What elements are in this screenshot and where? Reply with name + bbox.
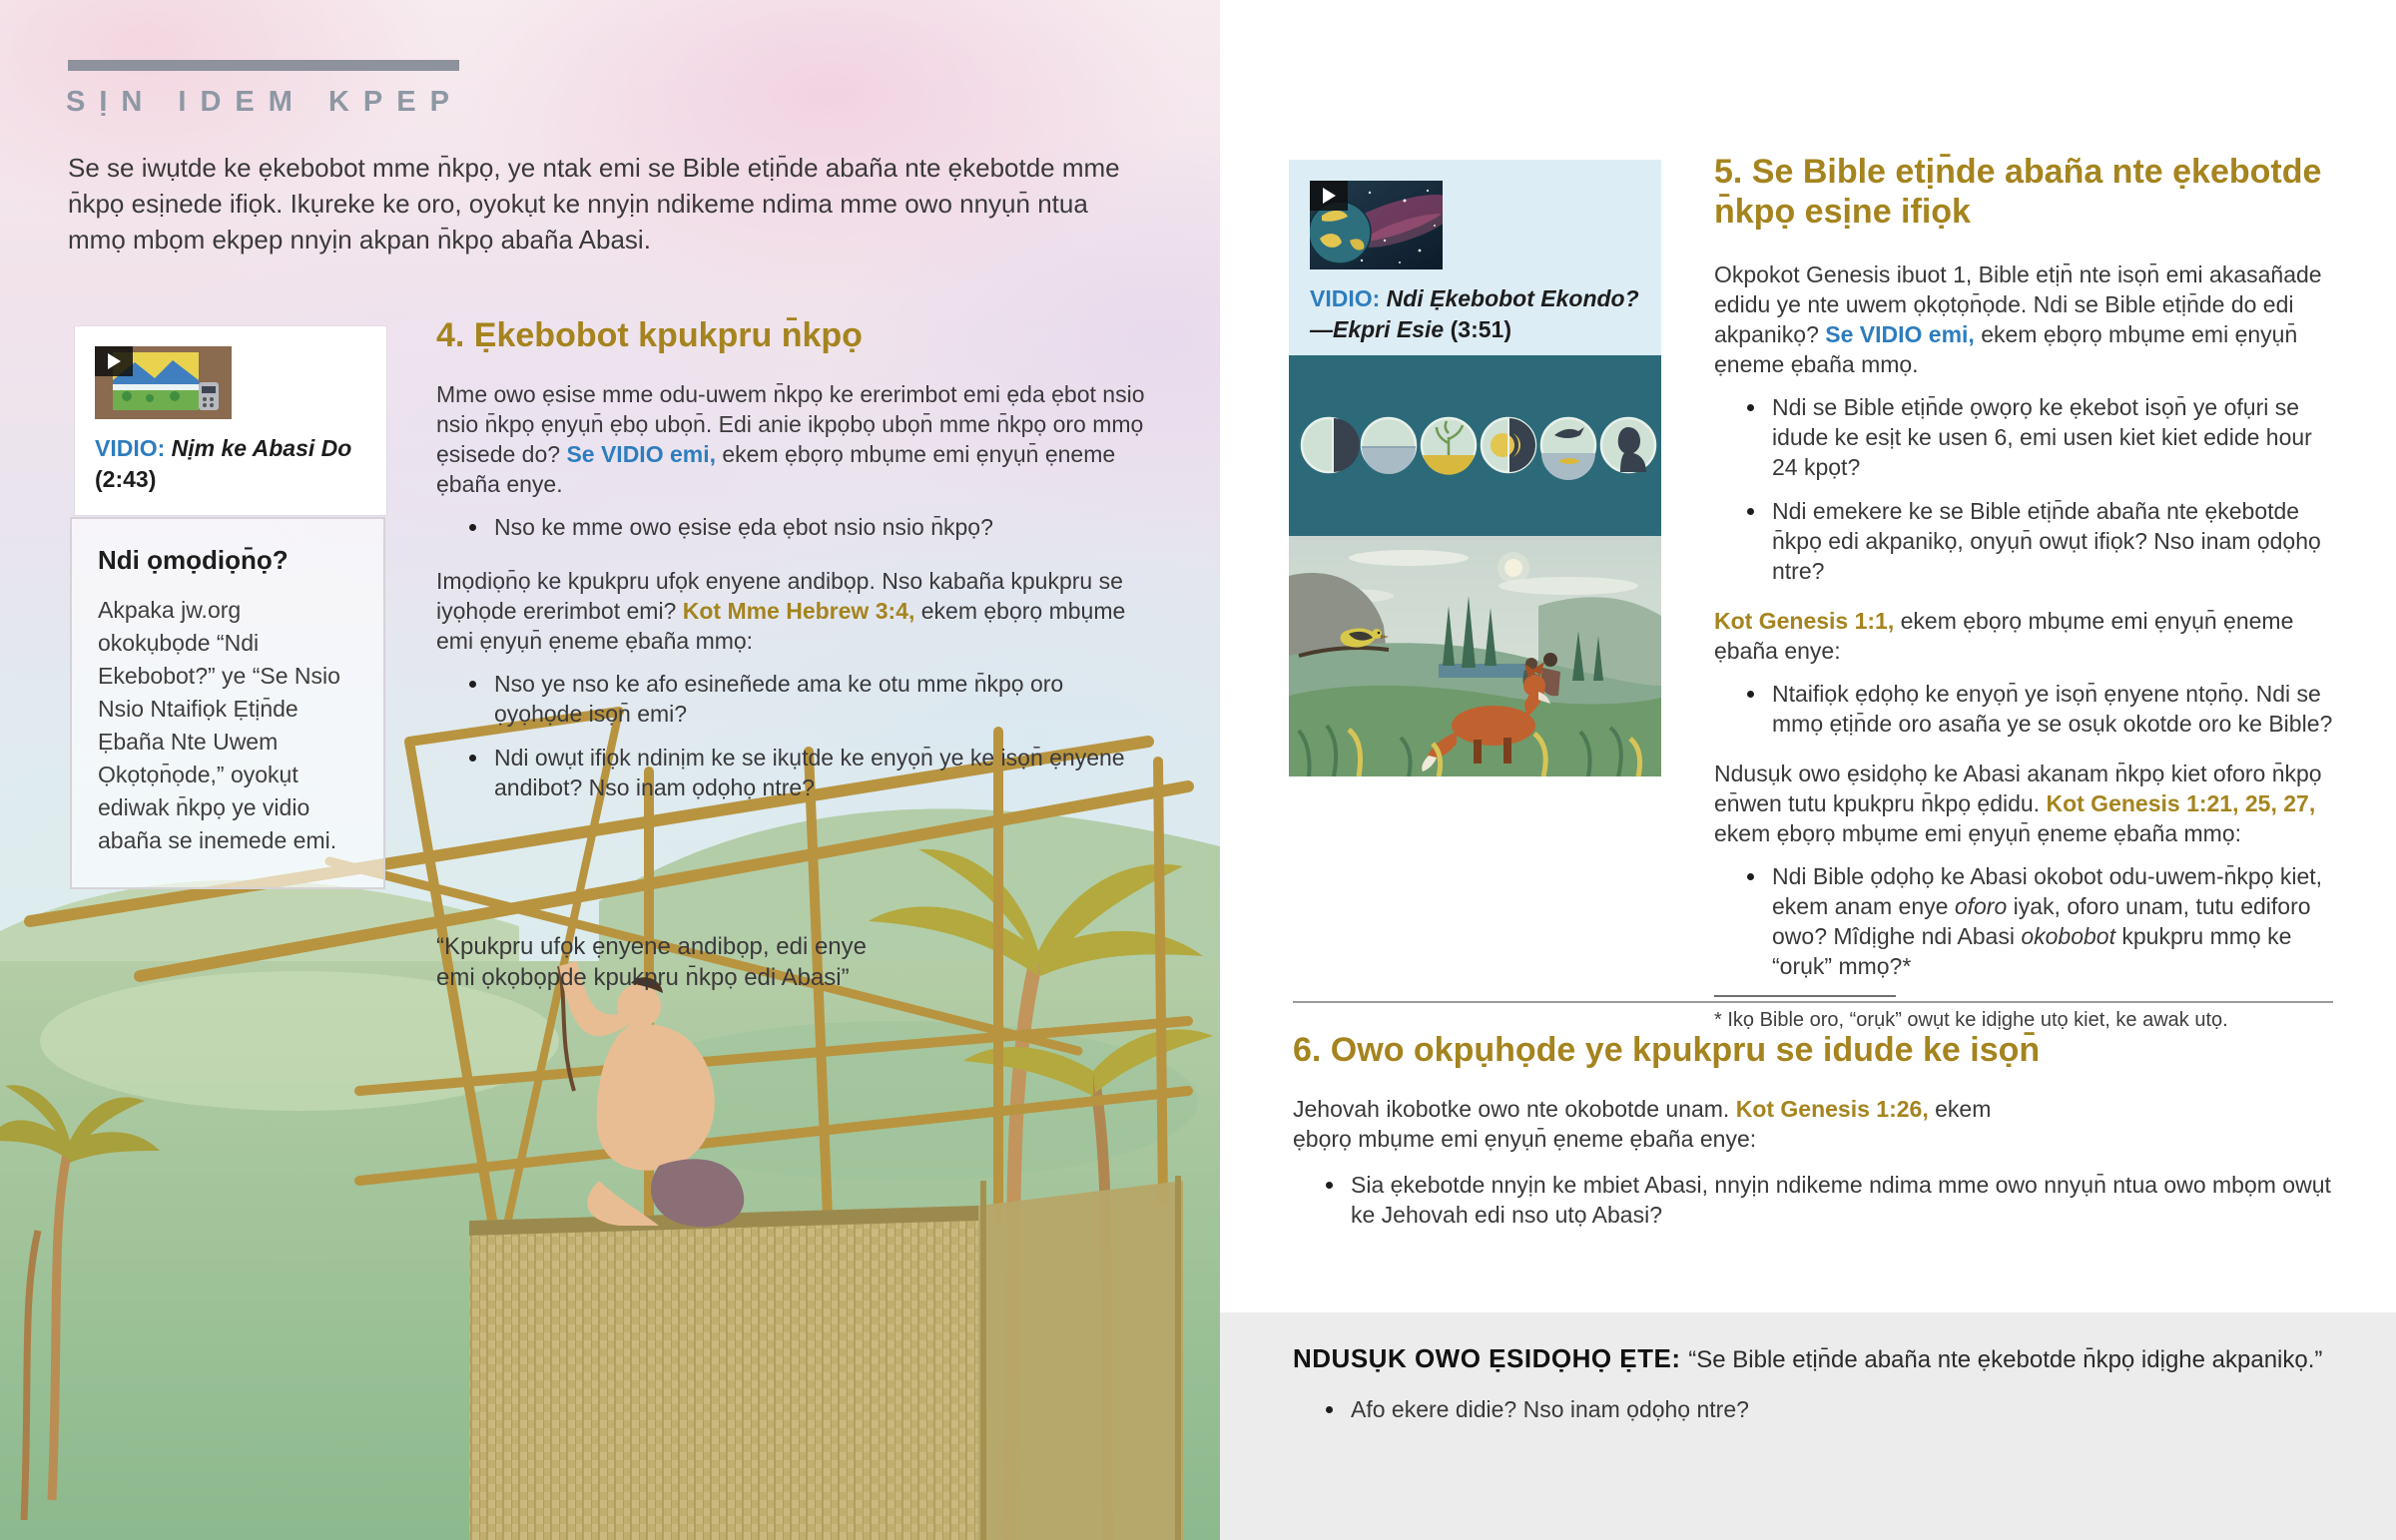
question-item bbox=[1768, 861, 2341, 981]
emphasis-text: okobobot bbox=[2021, 923, 2115, 949]
right-page bbox=[1220, 0, 2396, 1540]
section-4 bbox=[436, 315, 1147, 816]
question-item: • Nso ke mme owo ẹsise ẹda ẹbot nsio nsio n̄kpọ? bbox=[490, 512, 1147, 542]
question-item: • Ndi se Bible etịn̄de ọwọrọ ke ẹkebot isọn̄ ye ofụri se idude ke esịt ke usen 6, emi usen kiet kiet edide hour 24 kpọt? bbox=[1768, 392, 2341, 482]
section-4-questions-2 bbox=[436, 669, 1147, 802]
video-caption bbox=[1310, 283, 1640, 345]
question-text: kpukpru mmọ ke “orụk” mmọ?* bbox=[1772, 923, 2292, 979]
video-caption bbox=[95, 433, 366, 495]
summary-box bbox=[1220, 1312, 2396, 1540]
section-4-paragraph-2 bbox=[436, 566, 1147, 656]
scripture-link[interactable]: Kot Genesis 1:26, bbox=[1735, 1096, 1929, 1122]
question-text: Ndi Bible ọdọhọ ke Abasi okobot odu-uwem-n̄kpọ kiet, ekem anam enye bbox=[1772, 863, 2323, 919]
paragraph-text: Okpokot Genesis ibuot 1, Bible etịn̄ nte isọn̄ emi akasañade edidu ye nte uwem ọkọtọn̄ọde. Ndi se Bible etịn̄de do edi akpanikọ? bbox=[1714, 261, 2322, 347]
did-you-know-box bbox=[70, 517, 385, 889]
paragraph-text: ekem ẹbọrọ mbụme emi ẹnyụn̄ ẹneme ẹbaña enye: bbox=[1293, 1096, 1992, 1152]
paragraph-text: ekem ẹbọrọ mbụme emi ẹnyụn̄ ẹneme ẹbaña enye: bbox=[1714, 608, 2294, 664]
video-label: VIDIO: bbox=[1310, 285, 1381, 311]
paragraph-text: Mme owo ẹsise mme odu-uwem n̄kpọ ke ererimbot emi ẹda ẹbot nsio nsio n̄kpọ ẹnyụn̄ ẹbọ ubọn̄. Edi anie ikpọbọ ubọn̄ mme n̄kpọ oro mmọ ẹsisede do? bbox=[436, 381, 1145, 467]
video-link[interactable]: Se VIDIO emi, bbox=[1825, 321, 1975, 347]
play-icon[interactable] bbox=[95, 346, 133, 376]
know-box-body: Akpaka jw.org okokụbọde “Ndi Ekebobot?” ye “Se Nsio Nsio Ntaifiọk Ẹtịn̄de Ẹbaña Nte Uwem Ọkọtọn̄ọde,” oyokụt ediwak n̄kpọ ye vidio abaña se inemede emi. bbox=[98, 597, 340, 853]
section-6-questions bbox=[1293, 1170, 2339, 1230]
section-4-questions-1 bbox=[436, 512, 1147, 542]
section-5 bbox=[1714, 152, 2341, 1034]
question-item: • Afo ekere didie? Nso inam ọdọhọ ntre? bbox=[1347, 1394, 2356, 1424]
play-icon[interactable] bbox=[1310, 181, 1348, 211]
paragraph-text: Ndusụk owo ẹsidọhọ ke Abasi akanam n̄kpọ kiet oforo n̄kpọ en̄wen tutu kpukpru n̄kpọ ẹdidu. bbox=[1714, 761, 2322, 816]
pull-quote: “Kpukpru ufọk ẹnyene andibọp, edi enye emi ọkọbọpde kpukpru n̄kpọ edi Abasi” bbox=[436, 933, 867, 991]
section-4-heading: 4. Ẹkebobot kpukpru n̄kpọ bbox=[436, 316, 863, 354]
video-card-ndi-ekebobot-ekondo[interactable] bbox=[1289, 160, 1661, 369]
paragraph-text: Jehovah ikobotke owo nte okobotde unam. bbox=[1293, 1096, 1736, 1122]
question-item: • Ndi owụt ifiọk ndinịm ke se ikụtde ke enyọn̄ ye ke isọn̄ ẹnyene andibot? Nso inam ọdọhọ ntre? bbox=[490, 743, 1147, 802]
video-thumbnail[interactable] bbox=[1310, 181, 1443, 269]
section-5-paragraph-1 bbox=[1714, 259, 2341, 379]
intro-paragraph: Se se iwụtde ke ẹkebobot mme n̄kpọ, ye ntak emi se Bible etịn̄de abaña nte ẹkebotde mme n̄kpọ esịnede ifiọk. Ikụreke ke oro, oyokụt ke nnyịn ndikeme ndima mme owo nnyụn̄ ntua mmọ mbọm ekpep nnyịn akpan n̄kpọ abaña Abasi. bbox=[68, 153, 1120, 255]
page-kicker: SỊN IDEM KPEP bbox=[66, 86, 463, 118]
summary-questions bbox=[1293, 1394, 2356, 1424]
section-divider bbox=[1293, 1001, 2333, 1003]
video-card-nim-ke-abasi-do[interactable] bbox=[75, 326, 386, 515]
section-5-paragraph-2 bbox=[1714, 606, 2341, 666]
paragraph-text: ekem ẹbọrọ mbụme emi ẹnyụn̄ ẹneme ẹbaña mmọ. bbox=[1714, 321, 2298, 377]
question-item: • Ndi emekere ke se Bible etịn̄de abaña nte ẹkebotde n̄kpọ edi akpanikọ, onyụn̄ owụt ifiọk? Nso inam ọdọhọ ntre? bbox=[1768, 496, 2341, 586]
section-6 bbox=[1293, 1030, 2339, 1244]
summary-label: NDUSỤK OWO ẸSIDỌHỌ ẸTE: bbox=[1293, 1343, 1689, 1373]
footnote-divider bbox=[1714, 995, 1896, 997]
paragraph-text: ekem ẹbọrọ mbụme emi ẹnyụn̄ ẹneme ẹbaña enye. bbox=[436, 441, 1116, 497]
creation-days-image bbox=[1289, 355, 1661, 536]
section-6-heading: 6. Owo okpụhọde ye kpukpru se idude ke isọn̄ bbox=[1293, 1031, 2041, 1069]
video-title: Ndi Ẹkebobot Ekondo? bbox=[1386, 285, 1639, 311]
nature-scene-image bbox=[1289, 536, 1661, 776]
section-5-questions-1 bbox=[1714, 392, 2341, 586]
video-link[interactable]: Se VIDIO emi, bbox=[566, 441, 716, 467]
section-5-questions-2 bbox=[1714, 679, 2341, 739]
emphasis-text: oforo bbox=[1954, 893, 2008, 919]
section-5-heading: 5. Se Bible etịn̄de abaña nte ẹkebotde n̄kpọ esịne ifiọk bbox=[1714, 153, 2322, 231]
question-item: • Ntaifiọk ẹdọhọ ke enyọn̄ ye isọn̄ ẹnyene ntọn̄ọ. Ndi se mmọ ẹtịn̄de oro asaña ye se osụk okotde oro ke Bible? bbox=[1768, 679, 2341, 739]
kicker-bar bbox=[68, 60, 459, 71]
summary-quote: “Se Bible etịn̄de abaña nte ẹkebotde n̄kpọ idịghe akpanikọ.” bbox=[1688, 1346, 2323, 1373]
section-5-paragraph-3 bbox=[1714, 759, 2341, 848]
video-label: VIDIO: bbox=[95, 435, 166, 461]
scripture-link[interactable]: Kot Mme Hebrew 3:4, bbox=[682, 598, 915, 624]
scripture-link[interactable]: Kot Genesis 1:21, 25, 27, bbox=[2046, 790, 2316, 816]
video-subtitle: —Ekpri Esie bbox=[1310, 316, 1445, 342]
question-item: • Sia ẹkebotde nnyịn ke mbiet Abasi, nnyịn ndikeme ndima mme owo nnyụn̄ ntua owo mbọm owụt ke Jehovah edi nso utọ Abasi? bbox=[1347, 1170, 2339, 1230]
paragraph-text: ekem ẹbọrọ mbụme emi ẹnyụn̄ ẹneme ẹbaña mmọ: bbox=[1714, 820, 2242, 846]
video-duration: (2:43) bbox=[95, 466, 157, 492]
section-5-questions-3 bbox=[1714, 861, 2341, 981]
section-4-paragraph-1 bbox=[436, 379, 1147, 499]
video-title: Nịm ke Abasi Do bbox=[171, 435, 352, 461]
section-6-paragraph-1 bbox=[1293, 1094, 2032, 1154]
question-item: • Nso ye nso ke afo esineñede ama ke otu mme n̄kpọ oro ọyọhọde isọn̄ emi? bbox=[490, 669, 1147, 729]
know-box-title: Ndi ọmọdiọn̄ọ? bbox=[98, 545, 289, 575]
question-text: iyak, oforo unam, tutu ediforo owo? Mîdịghe ndi Abasi bbox=[1772, 893, 2311, 949]
video-duration: (3:51) bbox=[1450, 316, 1511, 342]
summary-statement bbox=[1293, 1342, 2356, 1376]
paragraph-text: ekem ẹbọrọ mbụme emi ẹnyụn̄ ẹneme ẹbaña mmọ: bbox=[436, 598, 1126, 654]
footnote: * Ikọ Bible oro, “orụk” owụt ke idịghe utọ kiet, ke awak utọ. bbox=[1714, 1009, 2228, 1031]
video-thumbnail[interactable] bbox=[95, 346, 232, 419]
paragraph-text: Imọdiọn̄ọ ke kpukpru ufọk enyene andibọp. Nso kabaña kpukpru se iyọhọde ererimbot emi? bbox=[436, 568, 1123, 624]
scripture-link[interactable]: Kot Genesis 1:1, bbox=[1714, 608, 1895, 634]
